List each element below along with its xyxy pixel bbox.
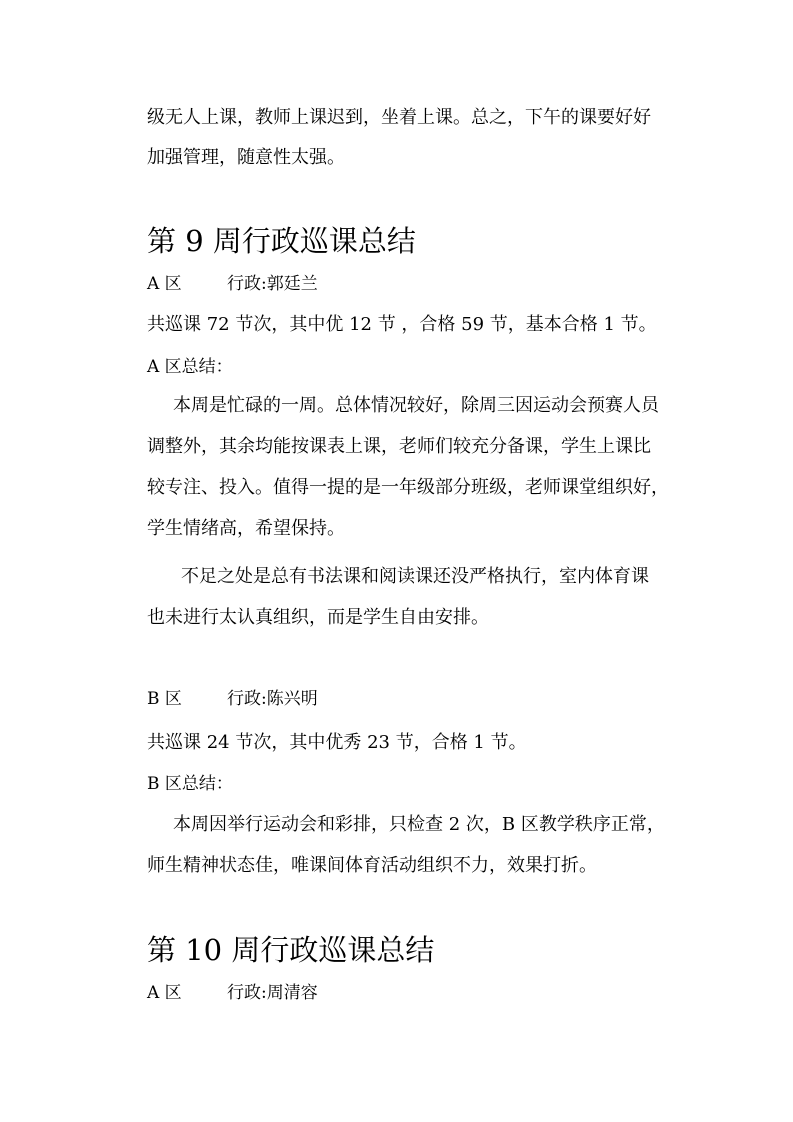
- week9-a-stats: 共巡课 72 节次，其中优 12 节 ，合格 59 节，基本合格 1 节。: [147, 314, 657, 335]
- intro-line-1: 级无人上课，教师上课迟到，坐着上课。总之，下午的课要好好: [147, 107, 651, 128]
- week9-b-meta: [147, 688, 707, 710]
- week10-a-meta: [147, 982, 707, 1004]
- week9-b-summary-label: B 区总结：: [147, 774, 233, 794]
- week9-a-p1-line-2: 调整外，其余均能按课表上课，老师们较充分备课，学生上课比: [147, 436, 651, 457]
- week9-a-area: A 区: [147, 274, 182, 294]
- week9-a-p1-line-1: 本周是忙碌的一周。总体情况较好，除周三因运动会预赛人员: [173, 395, 659, 416]
- week9-b-p1-line-1: 本周因举行运动会和彩排，只检查 2 次，B 区教学秩序正常，: [173, 814, 665, 835]
- week9-a-admin: 行政:郭廷兰: [227, 274, 318, 294]
- week9-a-summary-label: A 区总结：: [147, 357, 233, 377]
- week9-a-p1-line-3: 较专注、投入。值得一提的是一年级部分班级，老师课堂组织好，: [147, 477, 669, 498]
- week9-a-p1-line-4: 学生情绪高，希望保持。: [147, 518, 345, 539]
- week9-heading: 第 9 周行政巡课总结: [147, 224, 416, 258]
- week9-b-stats: 共巡课 24 节次，其中优秀 23 节，合格 1 节。: [147, 732, 527, 753]
- week10-a-area: A 区: [147, 983, 182, 1003]
- week9-a-p2-line-2: 也未进行太认真组织，而是学生自由安排。: [147, 607, 489, 628]
- week9-b-area: B 区: [147, 689, 182, 709]
- week10-a-admin: 行政:周清容: [227, 983, 318, 1003]
- week9-a-p2-line-1: 不足之处是总有书法课和阅读课还没严格执行，室内体育课: [181, 566, 649, 587]
- week9-b-admin: 行政:陈兴明: [227, 689, 318, 709]
- week9-a-meta: [147, 273, 707, 295]
- week9-b-p1-line-2: 师生精神状态佳，唯课间体育活动组织不力，效果打折。: [147, 855, 597, 876]
- week10-heading: 第 10 周行政巡课总结: [147, 933, 435, 967]
- intro-line-2: 加强管理，随意性太强。: [147, 147, 345, 168]
